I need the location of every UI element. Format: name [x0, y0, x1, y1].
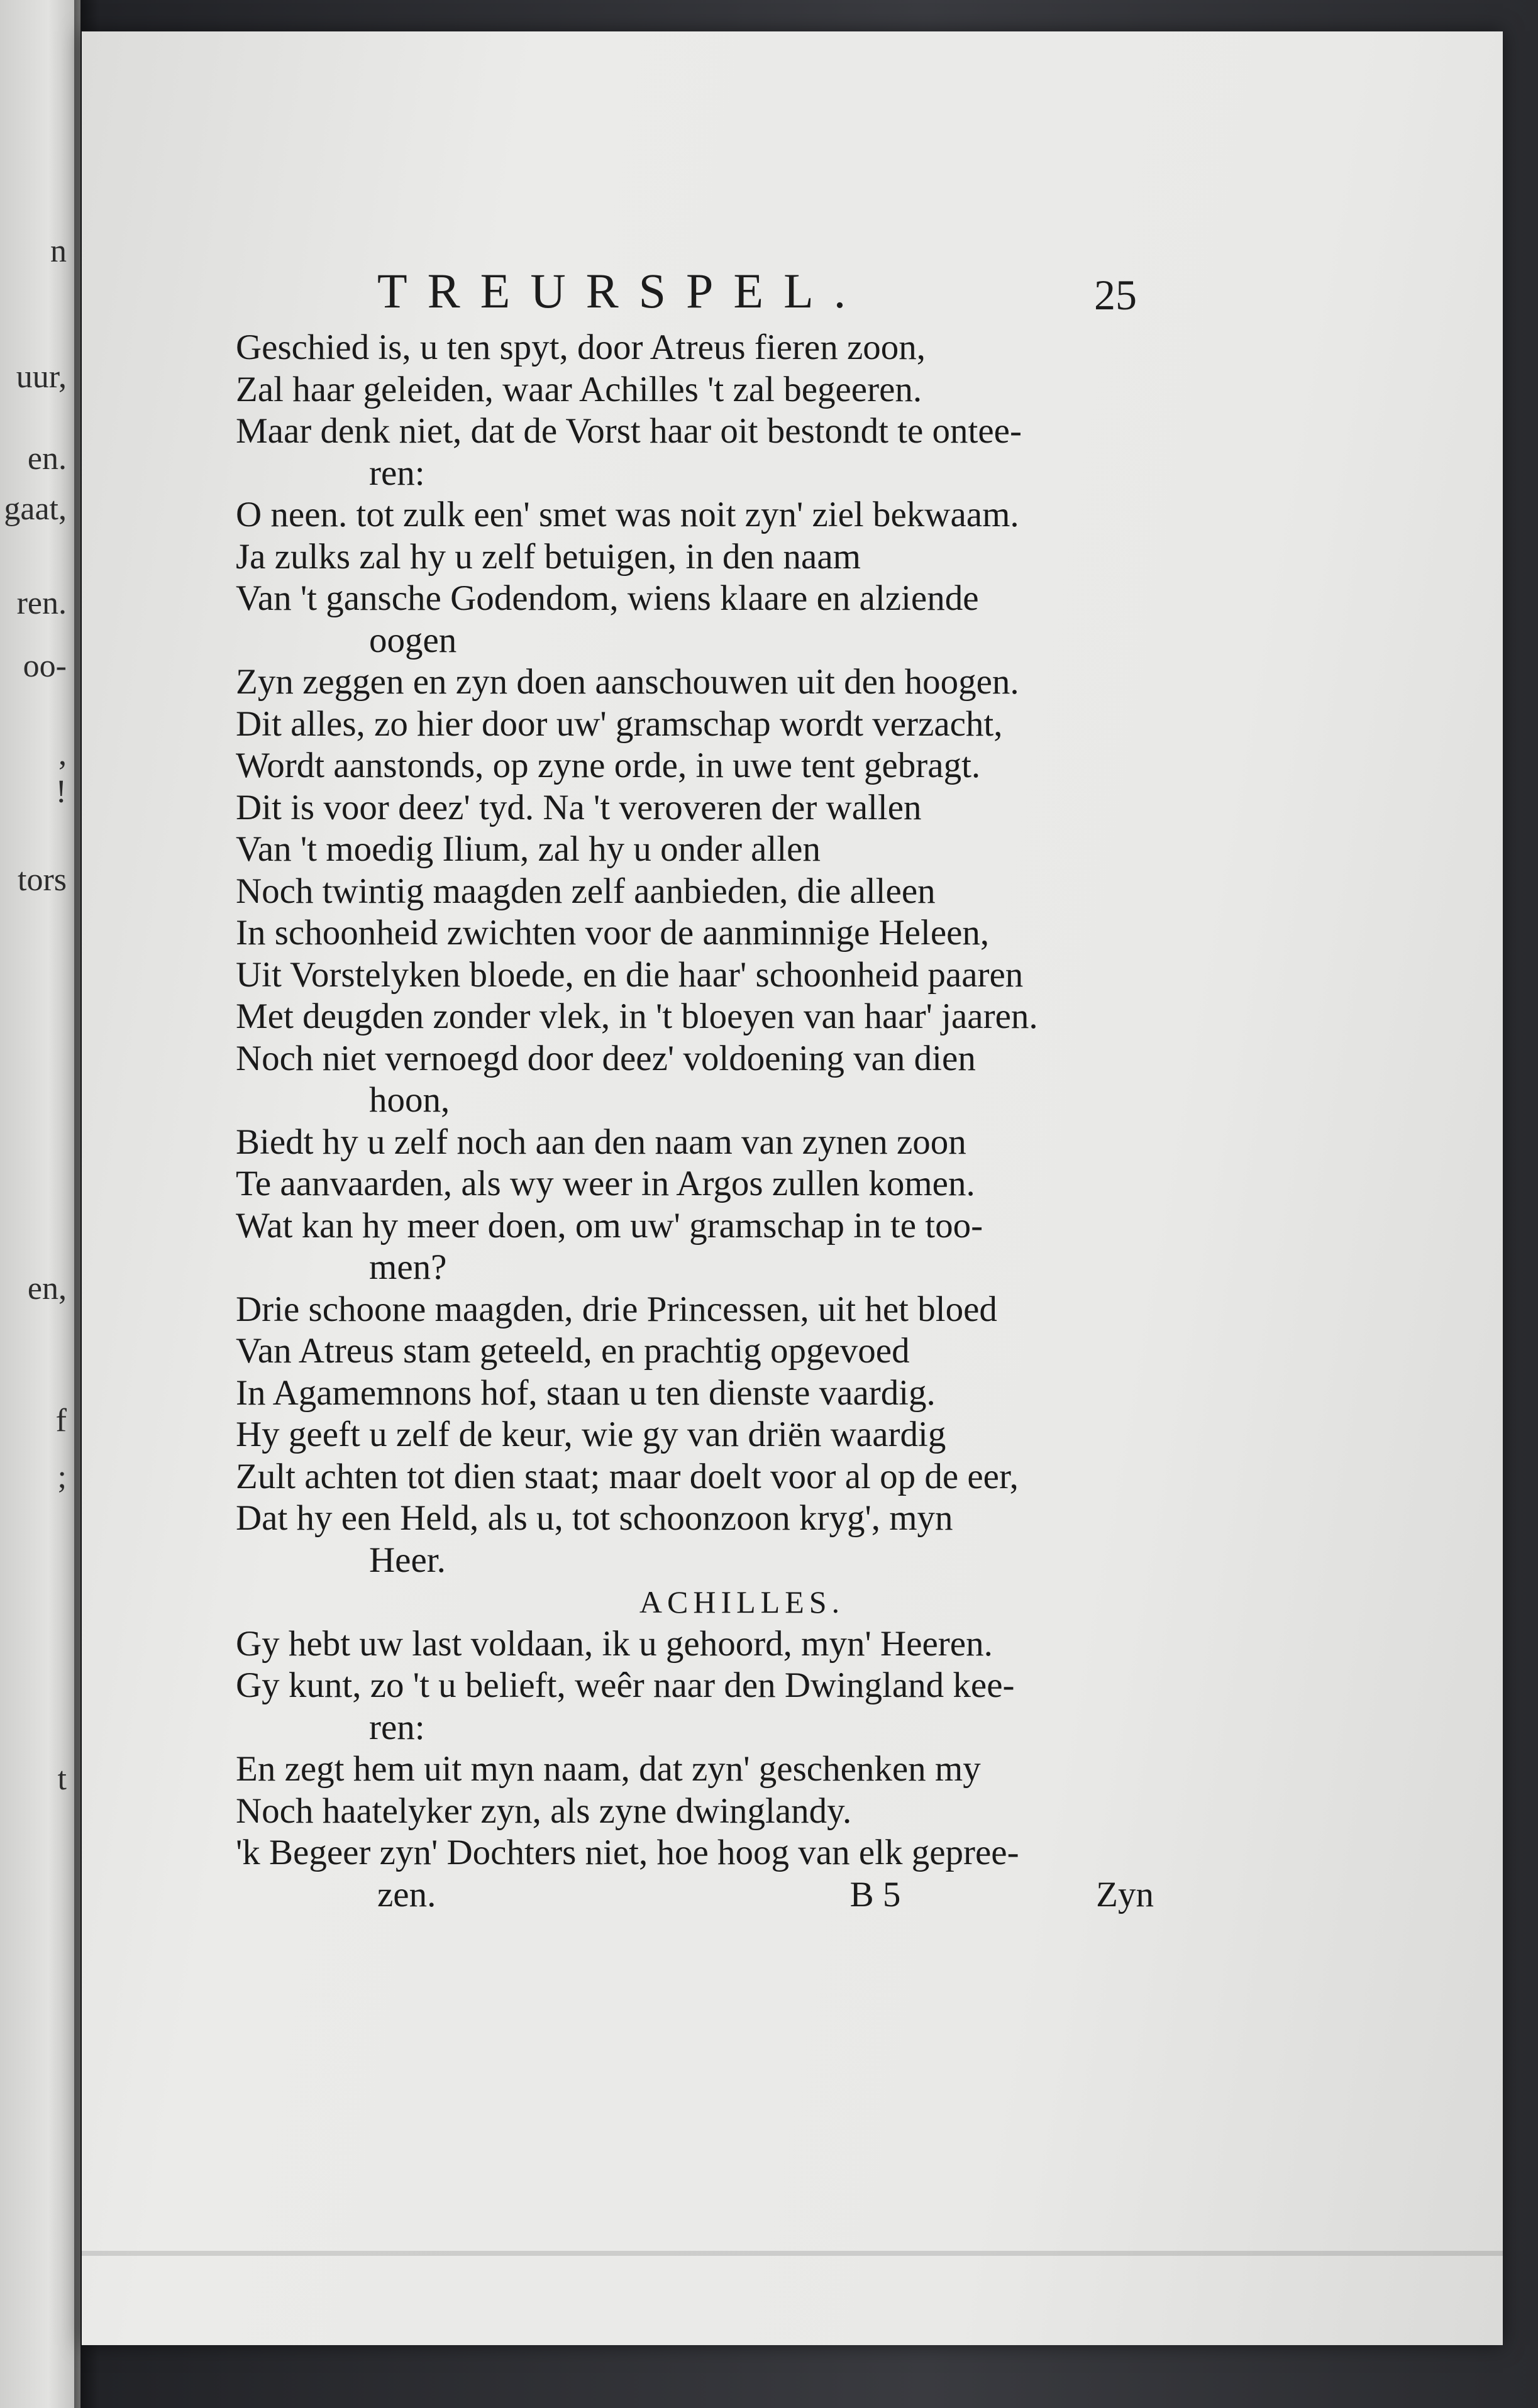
verse-line: Van 't moedig Ilium, zal hy u onder allen: [236, 829, 821, 869]
verse-line: Dit alles, zo hier door uw' gramschap wordt verzacht,: [236, 704, 1003, 744]
verse-line: Te aanvaarden, als wy weer in Argos zullen komen.: [236, 1164, 975, 1203]
left-page-text-fragment: !: [55, 774, 67, 810]
verse-line: oogen: [369, 620, 457, 660]
catchword: Zyn: [1096, 1874, 1154, 1914]
verse-line: Uit Vorstelyken bloede, en die haar' schoonheid paaren: [236, 954, 1024, 995]
left-page-text-fragment: f: [55, 1403, 67, 1439]
left-page-text-fragment: en.: [27, 441, 67, 477]
left-page-text-fragment: uur,: [16, 359, 67, 395]
running-head: TREURSPEL.: [377, 263, 866, 318]
verse-line: Maar denk niet, dat de Vorst haar oit bestondt te ontee-: [236, 411, 1022, 451]
verse-line: Van 't gansche Godendom, wiens klaare en alziende: [236, 578, 979, 618]
left-page-text-fragment: ren.: [16, 585, 67, 621]
left-page-text-fragment: t: [57, 1761, 67, 1797]
verse-line: Zal haar geleiden, waar Achilles 't zal begeeren.: [236, 369, 922, 409]
verse-block-2: [236, 1623, 1192, 1874]
verse-line: men?: [369, 1247, 447, 1287]
last-line-word: zen.: [377, 1874, 436, 1914]
verse-line: Zyn zeggen en zyn doen aanschouwen uit den hoogen.: [236, 662, 1019, 702]
verse-block-1: [236, 327, 1192, 1581]
speaker-name: ACHILLES.: [639, 1584, 845, 1620]
verse-line: In schoonheid zwichten voor de aanminnige Heleen,: [236, 913, 990, 953]
page-text-block: [236, 327, 1192, 1916]
verse-line: O neen. tot zulk een' smet was noit zyn' ziel bekwaam.: [236, 495, 1019, 534]
verse-line: Zult achten tot dien staat; maar doelt voor al op de eer,: [236, 1456, 1019, 1496]
left-page-text-fragment: n: [50, 233, 67, 269]
left-page-text-fragment: tors: [18, 862, 67, 898]
verse-line: Dat hy een Held, als u, tot schoonzoon kryg', myn: [236, 1498, 953, 1538]
left-page-text-fragment: en,: [27, 1271, 67, 1306]
verse-line: Met deugden zonder vlek, in 't bloeyen van haar' jaaren.: [236, 997, 1038, 1036]
verse-line: In Agamemnons hof, staan u ten dienste vaardig.: [236, 1372, 936, 1413]
verse-line: Biedt hy u zelf noch aan den naam van zynen zoon: [236, 1122, 966, 1162]
left-facing-page: [0, 0, 80, 2408]
signature-mark: B 5: [849, 1874, 901, 1914]
verse-line: Gy kunt, zo 't u belieft, weêr naar den Dwingland kee-: [236, 1665, 1015, 1705]
verse-line: Noch twintig maagden zelf aanbieden, die alleen: [236, 871, 936, 911]
verse-line: Van Atreus stam geteeld, en prachtig opgevoed: [236, 1331, 910, 1371]
verse-line: Drie schoone maagden, drie Princessen, uit het bloed: [236, 1289, 997, 1329]
verse-line: En zegt hem uit myn naam, dat zyn' geschenken my: [236, 1749, 981, 1789]
verse-line: Noch niet vernoegd door deez' voldoening van dien: [236, 1038, 976, 1078]
page-fold-line: [82, 2251, 1503, 2256]
left-page-text-fragment: oo-: [23, 648, 67, 684]
left-page-text-fragment: gaat,: [4, 491, 67, 527]
verse-line: Hy geeft u zelf de keur, wie gy van driën waardig: [236, 1415, 946, 1454]
page-number: 25: [1094, 271, 1137, 319]
left-page-text-fragment: ;: [57, 1459, 67, 1495]
verse-line: Wordt aanstonds, op zyne orde, in uwe tent gebragt.: [236, 746, 981, 785]
verse-line: Heer.: [369, 1540, 446, 1580]
verse-line: Wat kan hy meer doen, om uw' gramschap in te too-: [236, 1205, 983, 1245]
page-footer-line: [236, 1874, 1192, 1916]
verse-line: Dit is voor deez' tyd. Na 't veroveren der wallen: [236, 787, 922, 827]
verse-line: Ja zulks zal hy u zelf betuigen, in den naam: [236, 536, 861, 577]
verse-line: ren:: [369, 1707, 425, 1747]
verse-line: Gy hebt uw last voldaan, ik u gehoord, myn' Heeren.: [236, 1623, 993, 1664]
verse-line: Geschied is, u ten spyt, door Atreus fieren zoon,: [236, 328, 926, 367]
verse-line: hoon,: [369, 1080, 450, 1120]
verse-line: ren:: [369, 453, 425, 493]
left-page-text-fragment: ,: [58, 736, 67, 772]
verse-line: 'k Begeer zyn' Dochters niet, hoe hoog van elk gepree-: [236, 1833, 1019, 1872]
verse-line: Noch haatelyker zyn, als zyne dwinglandy.: [236, 1791, 852, 1831]
